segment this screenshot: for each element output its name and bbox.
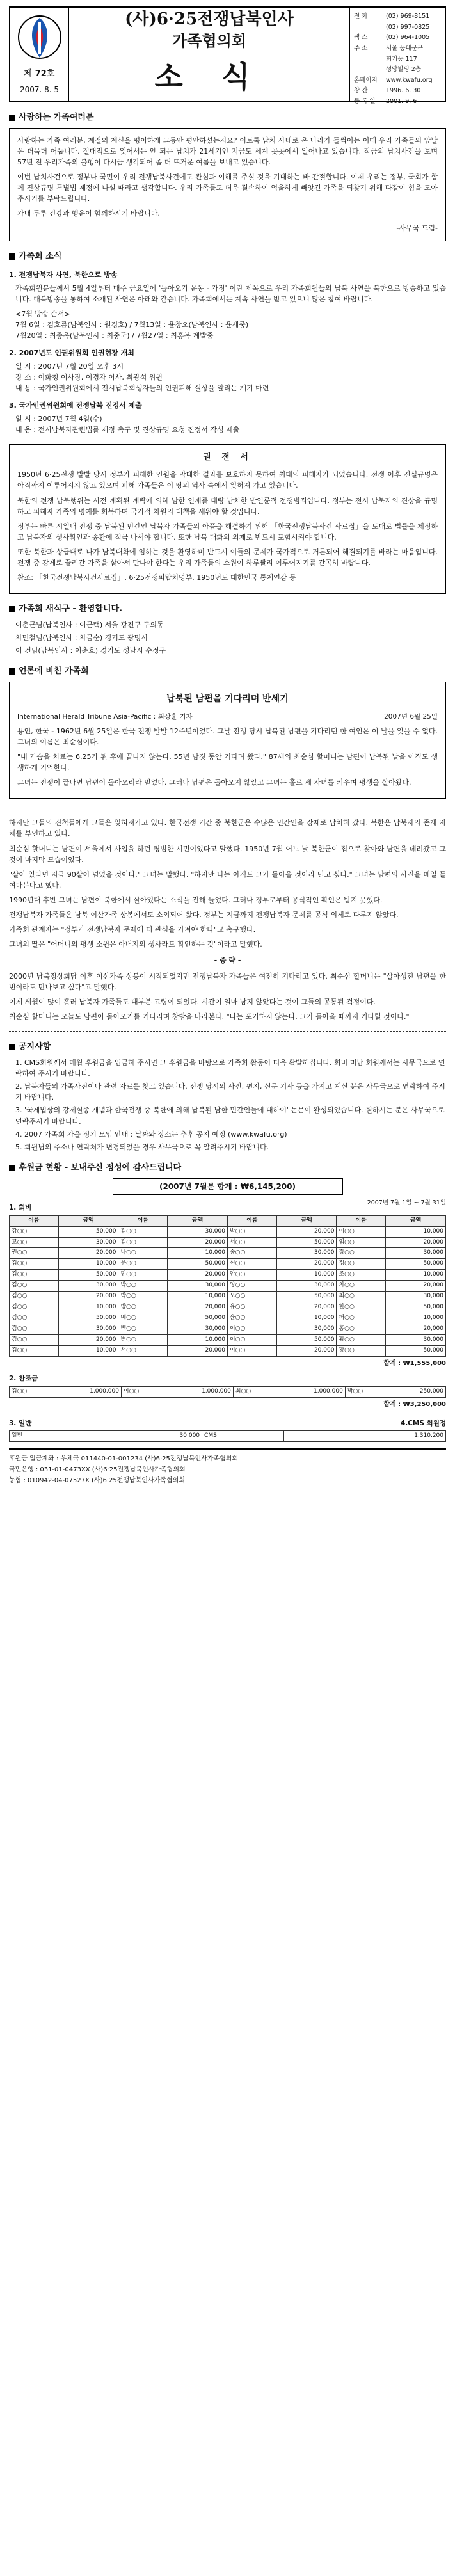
amount-cell: 30,000	[58, 1324, 118, 1335]
name-cell: 권○○	[10, 1248, 59, 1259]
appeal-paragraph: 북한의 전쟁 납북행위는 사전 계획된 계략에 의해 남한 인재를 대량 납치한 반인륜적 전쟁범죄입니다. 정부는 전시 납북자의 진상을 규명하고 피해자 가족의 명예를 회복하며 국가적 차원의 대책을 세워야 할 것입니다.	[17, 496, 438, 516]
article-paragraph: 전쟁납북자 가족들은 남북 이산가족 상봉에서도 소외되어 왔다. 정부는 지금까지 전쟁납북자 문제를 공식 의제로 다루지 않았다.	[9, 910, 399, 919]
name-cell: 김○○	[10, 1386, 51, 1397]
name-cell: 서○○	[118, 1345, 168, 1356]
table-row	[10, 1345, 446, 1356]
news-detail: 일 시 : 2007년 7월 20일 오후 3시	[15, 362, 124, 371]
bank-account: 후원금 입금계좌 : 우체국 011440-01-001234 (사)6·25전쟁납북인사가족협의회	[9, 1455, 239, 1463]
name-cell: 허○○	[337, 1313, 386, 1324]
schedule-line: 7월 6일 : 김호룡(남북인사 : 원경호) / 7월13일 : 윤창오(남북인사 : 윤세중)	[15, 320, 249, 329]
bank-account: 농협 : 010942-04-07527X (사)6·25전쟁납북인사가족협의회	[9, 1477, 185, 1485]
name-cell: 안○○	[227, 1270, 276, 1281]
contact-value: (02) 969-8151	[386, 13, 430, 20]
notice-item: 3. '국제법상의 강제실종 개념과 한국전쟁 중 북한에 의해 납북된 남한 민간인들에 대하여' 논문이 완성되었습니다. 원하시는 분은 사무국으로 연락주시기 바랍니다.	[15, 1106, 445, 1126]
section-bullet-icon	[9, 115, 15, 121]
amount-cell: 30,000	[386, 1292, 446, 1302]
donations-title: 후원금 현황 - 보내주신 정성에 감사드립니다	[19, 1162, 182, 1172]
bank-account: 국민은행 : 031-01-0473XX (사)6·25전쟁납북인사가족협의회	[9, 1466, 186, 1474]
general-heading: 3. 일반	[9, 1420, 32, 1428]
amount-cell: 20,000	[386, 1324, 446, 1335]
name-cell: 이○○	[121, 1386, 163, 1397]
column-header: 이름	[10, 1215, 59, 1226]
contact-value: (02) 997-0825	[386, 23, 430, 31]
appeal-title: 권 전 서	[203, 452, 252, 463]
amount-cell: 50,000	[276, 1334, 337, 1345]
amount-cell: 20,000	[168, 1302, 228, 1313]
contact-row	[354, 86, 441, 97]
name-cell: 정○○	[337, 1259, 386, 1270]
name-cell: 홍○○	[337, 1324, 386, 1335]
name-cell: 최○○	[233, 1386, 275, 1397]
amount-cell: 10,000	[276, 1313, 337, 1324]
name-cell: 이○○	[227, 1334, 276, 1345]
contact-value: 1996. 6. 30	[386, 87, 421, 95]
table-row	[10, 1248, 446, 1259]
issue-date: 2007. 8. 5	[19, 85, 60, 95]
section-bullet-icon	[9, 1165, 15, 1171]
amount-cell: 10,000	[386, 1270, 446, 1281]
contact-label: 홈페이지	[354, 76, 378, 84]
org-name-line1: (사)6·25전쟁납북인사	[125, 9, 294, 29]
donations-section	[9, 1162, 446, 1443]
section-bullet-icon	[9, 253, 15, 260]
amount-cell: 10,000	[168, 1292, 228, 1302]
table-row	[10, 1386, 446, 1397]
schedule-heading: <7월 방송 순서>	[15, 309, 70, 318]
section-bullet-icon	[9, 606, 15, 612]
amount-cell: 30,000	[168, 1281, 228, 1292]
cms-heading: 4.CMS 회원정	[400, 1420, 446, 1428]
amount-cell: 20,000	[276, 1302, 337, 1313]
press-title: 언론에 비친 가족회	[19, 666, 89, 676]
name-cell: 차○○	[337, 1281, 386, 1292]
news-title: 가족회 소식	[19, 251, 62, 261]
amount-cell: 1,000,000	[51, 1386, 122, 1397]
donations-total: (2007년 7월분 합계 : ₩6,145,200)	[113, 1178, 343, 1196]
amount-cell: 10,000	[58, 1302, 118, 1313]
contact-value: www.kwafu.org	[386, 76, 433, 84]
fees-total: 합계 : ₩1,555,000	[383, 1359, 446, 1367]
name-cell: 김○○	[10, 1324, 59, 1335]
masthead	[9, 6, 446, 105]
name-cell: 백○○	[118, 1324, 168, 1335]
fees-heading: 1. 회비	[9, 1204, 32, 1212]
name-cell: 서○○	[227, 1237, 276, 1248]
sponsor-total: 합계 : ₩3,250,000	[383, 1400, 446, 1408]
table-row	[10, 1237, 446, 1248]
article-box	[9, 682, 446, 799]
contact-row	[354, 65, 441, 76]
name-cell: 유○○	[227, 1302, 276, 1313]
newsletter-title: 소 식	[154, 59, 264, 94]
table-row	[10, 1324, 446, 1335]
table-row	[10, 1292, 446, 1302]
amount-cell: 30,000	[58, 1281, 118, 1292]
table-row	[10, 1334, 446, 1345]
contact-label: 전 화	[354, 13, 368, 20]
news-detail: 일 시 : 2007년 7월 4일(수)	[15, 415, 102, 424]
table-row	[10, 1226, 446, 1237]
section-bullet-icon	[9, 1044, 15, 1050]
table-row	[10, 1270, 446, 1281]
amount-cell: 50,000	[168, 1259, 228, 1270]
contact-row	[354, 12, 441, 22]
article-paragraph: "내 가슴을 치료는 6.25가 된 후에 끝나지 않는다. 55년 남짓 동안 기다려 왔다." 87세의 최순심 할머니는 남편이 납북된 날을 아직도 생생하게 기억한다.	[17, 753, 438, 772]
amount-cell: 50,000	[58, 1226, 118, 1237]
amount-cell: 30,000	[386, 1248, 446, 1259]
amount-cell: 10,000	[168, 1248, 228, 1259]
sponsor-heading: 2. 찬조금	[9, 1375, 38, 1383]
news-body: 가족회원분들께서 5월 4일부터 매주 금요일에 '돌아오기 운동 - 가정' 이란 제목으로 우리 가족회원들의 납북 사연을 북한으로 방송하고 있습니다. 대북방송을 통하여 소개된 사연은 아래와 같습니다. 가족회에서는 계속 사연을 받고 있으니 많은 참여 바랍니다.	[15, 284, 446, 303]
table-row	[10, 1302, 446, 1313]
news-detail: 내 용 : 국가인권위원회에서 전시납북희생자들의 인권피해 실상을 알리는 계기 마련	[15, 384, 269, 393]
contact-label: 등 록 일	[354, 98, 376, 105]
contact-row	[354, 76, 441, 86]
contact-row	[354, 97, 441, 108]
amount-cell: 20,000	[58, 1248, 118, 1259]
name-cell: 조○○	[337, 1270, 386, 1281]
name-cell: 김○○	[10, 1292, 59, 1302]
column-header: 금액	[168, 1215, 228, 1226]
article-paragraph: 이제 세월이 많이 흘러 납북자 가족들도 대부분 고령이 되었다. 시간이 얼마 남지 않았다는 것이 그들의 공통된 걱정이다.	[9, 998, 376, 1007]
name-cell: 김○○	[10, 1334, 59, 1345]
section-bullet-icon	[9, 668, 15, 675]
amount-cell: 10,000	[276, 1270, 337, 1281]
name-cell: 황○○	[337, 1345, 386, 1356]
name-cell: 황○○	[337, 1334, 386, 1345]
schedule-line: 7월20일 : 최종옥(남북인사 : 최중국) / 7월27일 : 최홍복 계발중	[15, 331, 214, 340]
contact-value: 회기동 117	[386, 55, 417, 63]
new-family-title: 가족회 새식구 - 환영합니다.	[19, 604, 123, 614]
amount-cell: 30,000	[84, 1431, 202, 1442]
amount-cell: 20,000	[58, 1292, 118, 1302]
amount-cell: 50,000	[58, 1313, 118, 1324]
amount-cell: 10,000	[58, 1345, 118, 1356]
greeting-paragraph: 사랑하는 가족 여러분, 계절의 계신을 평이하게 그동안 평안하셨는지요? 이토록 납치 사태로 온 나라가 들썩이는 이때 우리 가족들의 앞날은 더욱더 어둡니다. 절대적으로 잊어서는 안 되는 납치가 21세기인 지금도 세계 곳곳에서 일어나고 있습니다. 작금의 납치사건을 보며 57년 전 우리가족의 불행이 다시금 생각되어 좀 더 뜨거운 여름을 보내고 있습니다.	[17, 136, 438, 167]
new-member: 차민철님(납북인사 : 차금순) 경기도 광명시	[15, 634, 148, 643]
amount-cell: 20,000	[168, 1345, 228, 1356]
column-header: 금액	[386, 1215, 446, 1226]
name-cell: 배○○	[118, 1313, 168, 1324]
greeting-title: 사랑하는 가족여러분	[19, 113, 94, 122]
column-header: 금액	[276, 1215, 337, 1226]
new-family-section	[9, 603, 446, 656]
table-row	[10, 1313, 446, 1324]
notice-item: 1. CMS회원께서 매월 후원금을 입금해 주시면 그 후원금을 바탕으로 가족회 활동이 더욱 활발해집니다. 회비 미납 회원께서는 사무국으로 연락하여 주시기 바랍니다.	[15, 1059, 445, 1078]
article-paragraph: 최순심 할머니는 남편이 서울에서 사업을 하던 평범한 시민이었다고 말했다. 1950년 7월 어느 날 북한군이 집으로 찾아와 남편을 데려갔고 그것이 마지막 모습이었다.	[9, 844, 446, 864]
name-cell: 문○○	[118, 1259, 168, 1270]
name-cell: 박○○	[345, 1386, 387, 1397]
name-cell: 이○○	[337, 1226, 386, 1237]
issue-number: 제 72호	[24, 68, 55, 79]
table-row	[10, 1281, 446, 1292]
amount-cell: 20,000	[386, 1281, 446, 1292]
amount-cell: 10,000	[386, 1313, 446, 1324]
dove-logo-icon	[17, 13, 62, 64]
name-cell: 장○○	[337, 1248, 386, 1259]
amount-cell: 10,000	[168, 1334, 228, 1345]
appeal-paragraph: 또한 북한과 상급대로 나가 남북대화에 임하는 것을 환영하며 반드시 이들의 문제가 국가적으로 거론되어 해결되기를 바라는 마음입니다. 전쟁 중 강제로 끌려간 가족을 살아서 만나야 한다는 우리 가족들의 소원이 하루빨리 이루어지기를 간곡히 바랍니다.	[17, 547, 438, 567]
name-cell: 오○○	[227, 1292, 276, 1302]
contact-info	[350, 8, 445, 105]
contact-label: 창 간	[354, 87, 368, 95]
greeting-section	[9, 111, 446, 241]
amount-cell: 50,000	[58, 1270, 118, 1281]
date-range: 2007년 7월 1일 ~ 7월 31일	[367, 1199, 446, 1207]
contact-value: 서울 동대문구	[386, 44, 424, 52]
press-section	[9, 665, 446, 1022]
article-ellipsis: - 중 략 -	[214, 956, 241, 964]
new-member: 이춘근님(납북인사 : 이근택) 서울 광진구 구의동	[15, 620, 164, 629]
news-heading: 2. 2007년도 인권위원회 인권현장 개최	[9, 348, 134, 357]
amount-cell: 20,000	[58, 1334, 118, 1345]
notices-title: 공지사항	[19, 1042, 51, 1052]
contact-label: 주 소	[354, 44, 368, 52]
contact-label	[354, 22, 383, 33]
article-paragraph: 그녀의 딸은 "어머니의 평생 소원은 아버지의 생사라도 확인하는 것"이라고 말했다.	[9, 940, 262, 948]
name-cell: 김○○	[10, 1270, 59, 1281]
greeting-signature: -사무국 드림-	[396, 224, 438, 233]
amount-cell: 20,000	[168, 1237, 228, 1248]
greeting-paragraph: 이번 납치사건으로 정부나 국민이 우리 전쟁납북사건에도 관심과 이해를 주실 것을 기대하는 바 간절합니다. 이제 우리는 정부, 국회가 함께 진상규명 특별법 제정에 나설 때라고 생각합니다. 우리 가족들도 더욱 결속하여 억울하게 빼앗긴 가족을 되찾기 위해 다같이 힘을 모아 주시기를 부탁드립니다.	[17, 173, 438, 204]
article-paragraph: 그녀는 전쟁이 끝나면 남편이 돌아오리라 믿었다. 그러나 남편은 돌아오지 않았고 그녀는 홀로 세 자녀를 키우며 평생을 살아왔다.	[17, 778, 411, 787]
amount-cell: 50,000	[276, 1292, 337, 1302]
amount-cell: 30,000	[58, 1237, 118, 1248]
amount-cell: 1,000,000	[275, 1386, 346, 1397]
name-cell: 김○○	[118, 1237, 168, 1248]
article-paragraph: 1990년대 후반 그녀는 남편이 북한에서 살아있다는 소식을 전해 들었다. 그러나 정부로부터 공식적인 확인은 받지 못했다.	[9, 895, 383, 904]
appeal-reference: 참조: 「한국전쟁납북사건사료집」, 6·25전쟁피랍치명부, 1950년도 대한민국 통계연감 등	[17, 573, 296, 582]
amount-cell: 10,000	[58, 1259, 118, 1270]
org-name-line2: 가족협의회	[172, 31, 246, 50]
article-title: 납북된 남편을 기다리며 반세기	[166, 694, 289, 705]
appeal-paragraph: 정부는 빠른 시일내 전쟁 중 납북된 민간인 납북자 가족들의 아픔을 해결하기 위해 「한국전쟁납북사건 사료집」을 토대로 법률을 제정하고 납북자의 생사확인과 송환에 적극 나서야 합니다. 또한 남북 대화의 의제로 반드시 포함시켜야 합니다.	[17, 522, 438, 541]
appeal-box	[9, 444, 446, 594]
name-cell: 김○○	[10, 1345, 59, 1356]
notices-section	[9, 1041, 446, 1153]
new-member: 이 건님(납북인사 : 이춘호) 경기도 성남시 수정구	[15, 646, 166, 655]
news-heading: 1. 전쟁납북자 사연, 북한으로 방송	[9, 270, 118, 279]
name-cell: 송○○	[227, 1248, 276, 1259]
contact-value: 2001. 9. 6	[386, 98, 417, 105]
article-paragraph: 최순심 할머니는 오늘도 남편이 돌아오기를 기다리며 창밖을 바라본다. "나는 포기하지 않는다. 그가 돌아올 때까지 기다릴 것이다."	[9, 1012, 410, 1021]
footer	[9, 1448, 446, 1486]
article-paragraph: 하지만 그들의 진척들에게 그들은 잊혀져가고 있다. 한국전쟁 기간 중 북한군은 수많은 민간인을 강제로 납치해 갔다. 북한은 납북자의 존재 자체를 부인하고 있다.	[9, 819, 446, 838]
news-section	[9, 250, 446, 436]
article-source: International Herald Tribune Asia-Pacific : 최상훈 기자	[17, 712, 193, 721]
amount-cell: 20,000	[386, 1237, 446, 1248]
amount-cell: 30,000	[276, 1248, 337, 1259]
contact-value: (02) 964-1005	[386, 34, 430, 42]
name-cell: CMS	[202, 1431, 284, 1442]
amount-cell: 20,000	[276, 1345, 337, 1356]
name-cell: 김○○	[10, 1259, 59, 1270]
greeting-box	[9, 128, 446, 241]
amount-cell: 50,000	[386, 1302, 446, 1313]
article-date: 2007년 6월 25일	[384, 712, 438, 721]
name-cell: 김○○	[10, 1302, 59, 1313]
amount-cell: 30,000	[168, 1226, 228, 1237]
name-cell: 나○○	[118, 1248, 168, 1259]
name-cell: 이○○	[227, 1345, 276, 1356]
column-header: 이름	[337, 1215, 386, 1226]
name-cell: 양○○	[227, 1281, 276, 1292]
notice-item: 2. 납북자들의 가족사진이나 관련 자료를 찾고 있습니다. 전쟁 당시의 사진, 편지, 신문 기사 등을 가지고 계신 분은 사무국으로 연락하여 주시기 바랍니다.	[15, 1082, 445, 1102]
sponsor-table	[9, 1386, 446, 1398]
name-cell: 김○○	[10, 1313, 59, 1324]
article-paragraph: 가족회 관계자는 "정부가 전쟁납북자 문제에 더 관심을 가져야 한다"고 촉구했다.	[9, 925, 256, 934]
amount-cell: 30,000	[276, 1324, 337, 1335]
name-cell: 변○○	[118, 1334, 168, 1345]
contact-label	[354, 65, 383, 76]
notice-item: 4. 2007 가족회 가을 정기 모임 안내 : 날짜와 장소는 추후 공지 예정 (www.kwafu.org)	[15, 1130, 287, 1139]
name-cell: 박○○	[118, 1292, 168, 1302]
title-area	[69, 8, 350, 101]
divider	[9, 1031, 446, 1032]
general-table	[9, 1430, 446, 1442]
amount-cell: 250,000	[387, 1386, 446, 1397]
name-cell: 고○○	[10, 1237, 59, 1248]
amount-cell: 30,000	[168, 1324, 228, 1335]
amount-cell: 50,000	[276, 1237, 337, 1248]
name-cell: 박○○	[118, 1281, 168, 1292]
amount-cell: 50,000	[386, 1259, 446, 1270]
amount-cell: 10,000	[386, 1226, 446, 1237]
notice-item: 5. 회원님의 주소나 연락처가 변경되었을 경우 사무국으로 꼭 알려주시기 바랍니다.	[15, 1142, 269, 1151]
name-cell: 방○○	[118, 1302, 168, 1313]
table-row	[10, 1259, 446, 1270]
contact-value: 성당빌딩 2층	[386, 66, 421, 74]
column-header: 이름	[227, 1215, 276, 1226]
name-cell: 이○○	[227, 1324, 276, 1335]
news-detail: 장 소 : 이화청 이사장, 이경자 이사, 최광석 위원	[15, 373, 163, 382]
name-cell: 신○○	[227, 1259, 276, 1270]
name-cell: 한○○	[337, 1302, 386, 1313]
contact-label: 팩 스	[354, 34, 368, 42]
contact-row	[354, 22, 441, 33]
column-header: 이름	[118, 1215, 168, 1226]
amount-cell: 30,000	[276, 1281, 337, 1292]
news-detail: 내 용 : 전시납북자관련법률 제정 촉구 및 진상규명 요청 진정서 작성 제출	[15, 426, 240, 435]
greeting-paragraph: 가내 두루 건강과 행운이 함께하시기 바랍니다.	[17, 209, 160, 218]
article-paragraph: 용인, 한국 - 1962년 6월 25일은 한국 전쟁 발발 12주년이었다. 그날 전쟁 당시 납북된 남편을 기다리던 한 여인은 이 날을 잊을 수 없다. 그녀의 이름은 최순심이다.	[17, 727, 438, 747]
logo-area	[10, 8, 69, 101]
name-cell: 임○○	[337, 1237, 386, 1248]
amount-cell: 20,000	[276, 1259, 337, 1270]
table-row	[10, 1431, 446, 1442]
name-cell: 최○○	[337, 1292, 386, 1302]
amount-cell: 50,000	[386, 1345, 446, 1356]
fees-table	[9, 1215, 446, 1357]
contact-row	[354, 54, 441, 65]
amount-cell: 20,000	[276, 1226, 337, 1237]
article-paragraph: "살아 있다면 지금 90살이 넘었을 것이다." 그녀는 말했다. "하지만 나는 아직도 그가 돌아올 것이라 믿고 싶다." 그녀는 남편의 사진을 매일 들여다본다고 했다.	[9, 870, 446, 890]
amount-cell: 30,000	[386, 1334, 446, 1345]
amount-cell: 1,000,000	[163, 1386, 234, 1397]
name-cell: 윤○○	[227, 1313, 276, 1324]
name-cell: 김○○	[118, 1226, 168, 1237]
column-header: 금액	[58, 1215, 118, 1226]
amount-cell: 50,000	[168, 1313, 228, 1324]
name-cell: 박○○	[227, 1226, 276, 1237]
amount-cell: 20,000	[168, 1270, 228, 1281]
contact-row	[354, 33, 441, 44]
contact-label	[354, 54, 383, 65]
article-paragraph: 2000년 남북정상회담 이후 이산가족 상봉이 시작되었지만 전쟁납북자 가족들은 여전히 기다리고 있다. 최순심 할머니는 "살아생전 남편을 한 번이라도 만나보고 싶다"고 말했다.	[9, 972, 446, 991]
name-cell: 일반	[10, 1431, 84, 1442]
news-heading: 3. 국가인권위원회에 전쟁납북 진정서 제출	[9, 401, 142, 410]
appeal-paragraph: 1950년 6·25전쟁 발발 당시 정부가 피해한 인원을 막대한 결과를 보호하지 못하여 최대의 피해자가 되었습니다. 전쟁 이후 진실규명은 아직까지 이루어지지 않고 있으며 피해 가족들은 이 땅의 역사 속에서 잊혀져 가고 있습니다.	[17, 470, 438, 490]
name-cell: 강○○	[10, 1226, 59, 1237]
amount-cell: 1,310,200	[284, 1431, 446, 1442]
name-cell: 민○○	[118, 1270, 168, 1281]
name-cell: 김○○	[10, 1281, 59, 1292]
contact-row	[354, 44, 441, 54]
